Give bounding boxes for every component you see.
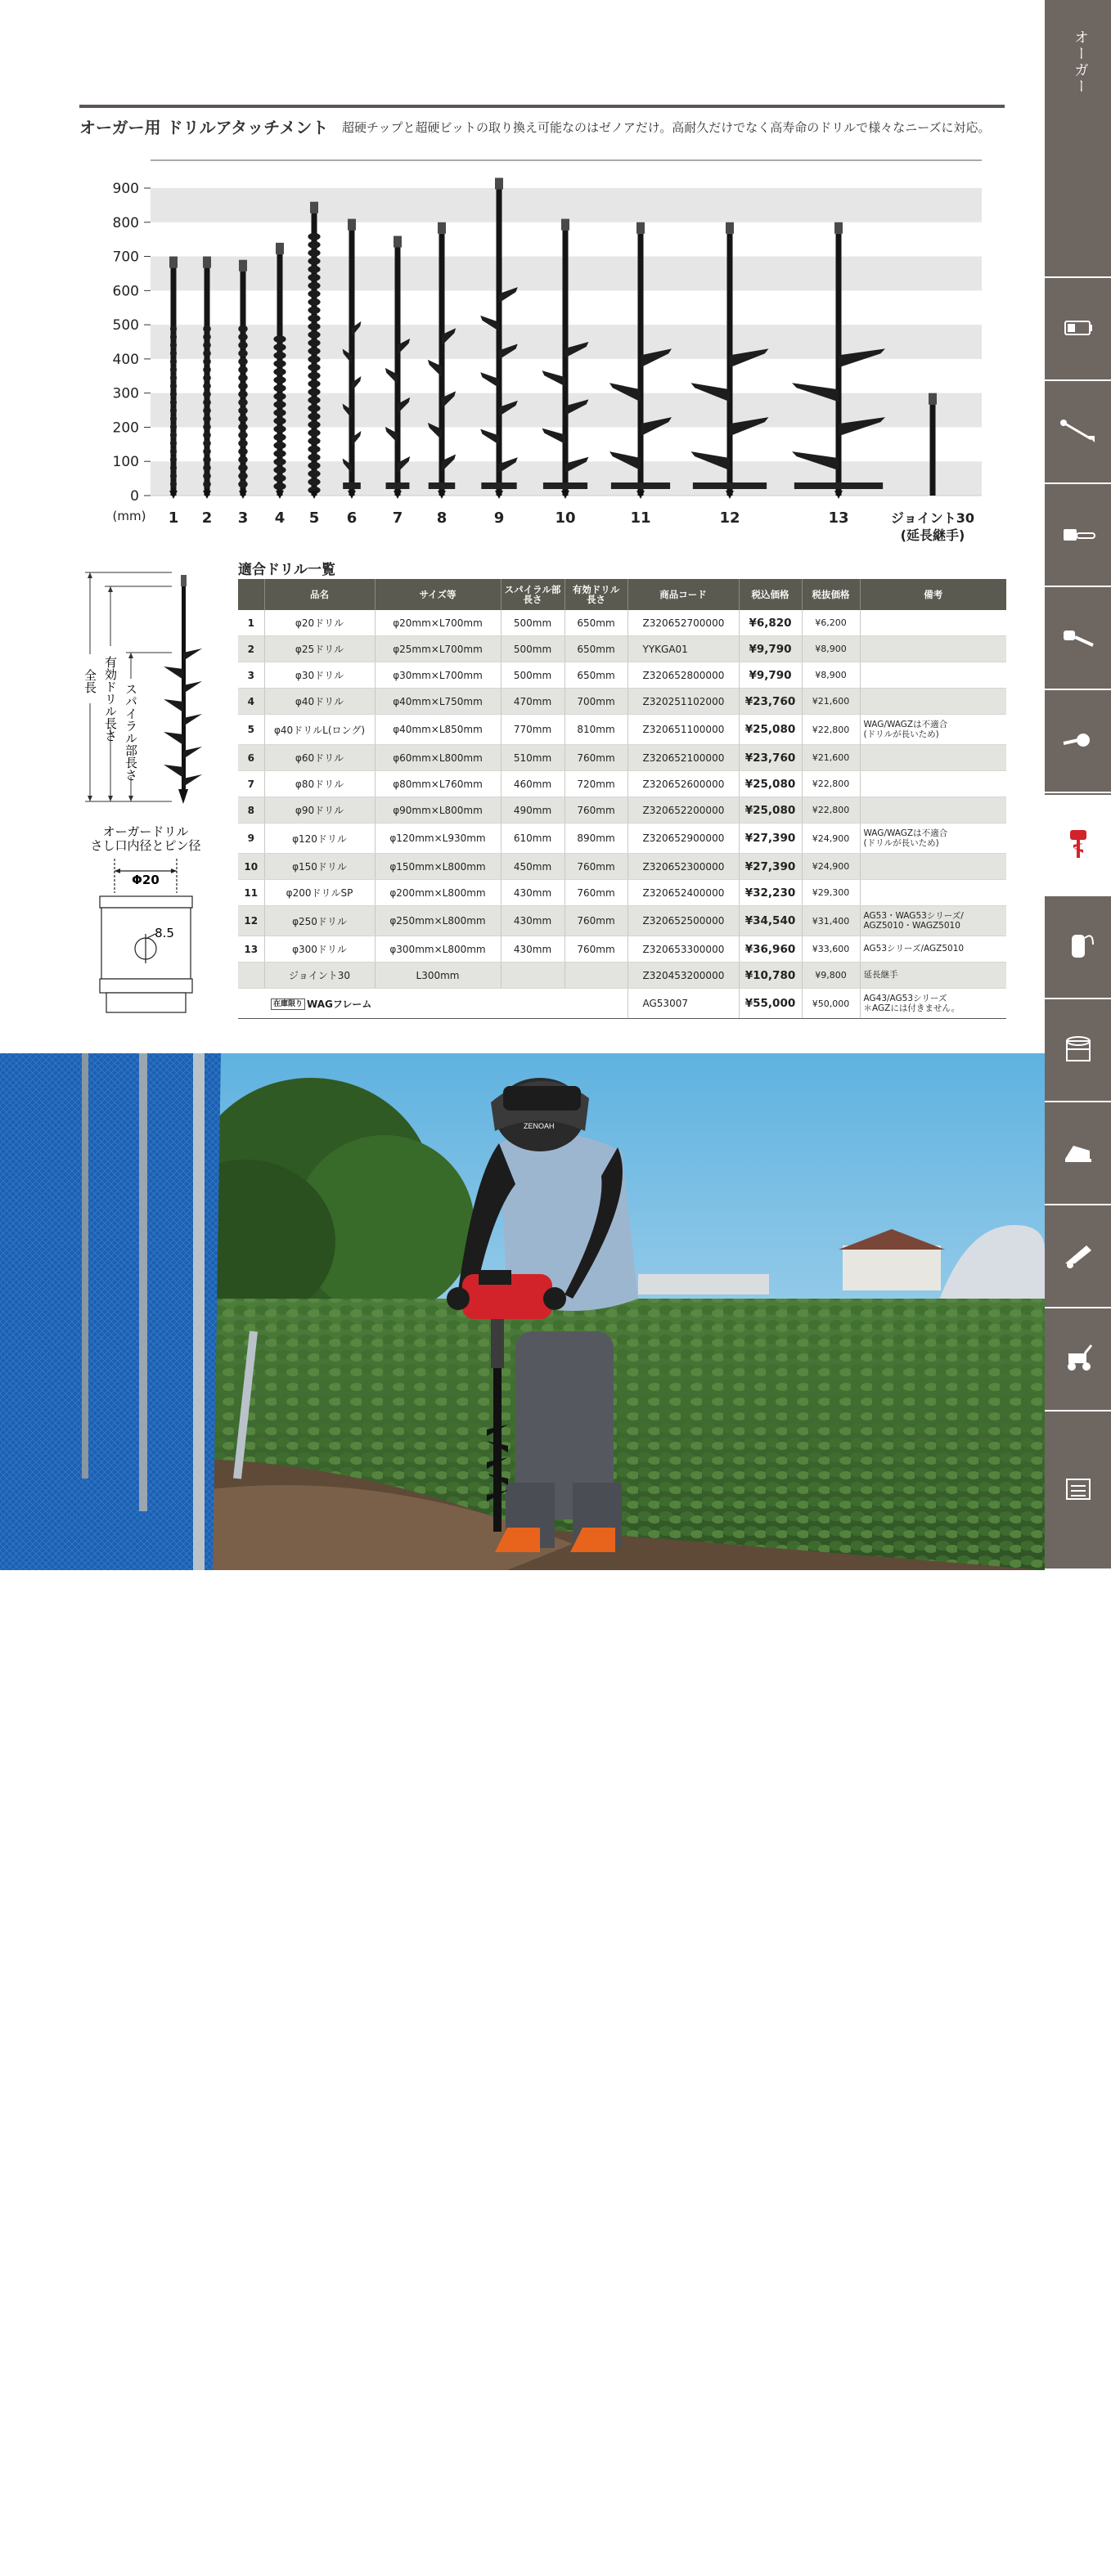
backpack-sprayer-icon: [1060, 928, 1096, 967]
cell-code: AG53007: [627, 989, 739, 1019]
cell-no: 4: [238, 689, 264, 715]
cell-effective: 760mm: [564, 854, 627, 880]
cell-size: φ200mm×L800mm: [375, 880, 501, 906]
table-row: [238, 636, 1006, 662]
cell-size: φ30mm×L700mm: [375, 662, 501, 689]
cell-price: ¥25,080: [739, 715, 802, 745]
sidebar-tab-hedge-trimmer[interactable]: [1045, 589, 1111, 690]
cell-size: φ120mm×L930mm: [375, 824, 501, 854]
pin-diameter-label: 8.5: [155, 926, 174, 940]
auger-drill: [493, 1368, 502, 1532]
cell-size: φ40mm×L750mm: [375, 689, 501, 715]
cell-size: φ20mm×L700mm: [375, 610, 501, 636]
cell-note: 延長継手: [860, 963, 1006, 989]
cell-net: ¥22,800: [802, 797, 860, 824]
y-tick-label: 100: [112, 454, 139, 471]
sidebar-tab-cultivator[interactable]: [1045, 1104, 1111, 1205]
cell-spiral: 500mm: [501, 610, 564, 636]
drill-socket: [636, 222, 645, 234]
cell-price: ¥9,790: [739, 662, 802, 689]
cell-name: φ80ドリル: [264, 771, 375, 797]
cell-spiral: [501, 963, 564, 989]
x-tick-label: 10: [555, 509, 576, 527]
page-number: 48: [1010, 2562, 1025, 2576]
cell-size: φ80mm×L760mm: [375, 771, 501, 797]
cell-effective: 720mm: [564, 771, 627, 797]
cell-no: 3: [238, 662, 264, 689]
sidebar-tab-fuel-can[interactable]: [1045, 1001, 1111, 1102]
drill-socket: [561, 219, 569, 231]
x-tick-label: 4: [274, 509, 286, 527]
cell-price: ¥6,820: [739, 610, 802, 636]
cell-name: φ40ドリルL(ロング): [264, 715, 375, 745]
cell-name: φ60ドリル: [264, 745, 375, 771]
cell-code: Z320251102000: [627, 689, 739, 715]
cell-no: 11: [238, 880, 264, 906]
cell-net: ¥24,900: [802, 824, 860, 854]
cultivator-icon: [1060, 1134, 1096, 1174]
cell-name: φ90ドリル: [264, 797, 375, 824]
cell-net: ¥8,900: [802, 662, 860, 689]
section-title: オーガー用 ドリルアタッチメント: [79, 118, 329, 137]
cell-no: 10: [238, 854, 264, 880]
effective-length-label: 有効ドリル長さ: [103, 656, 118, 742]
cell-name: φ250ドリル: [264, 906, 375, 936]
cell-name: φ40ドリル: [264, 689, 375, 715]
socket-diameter-label: Φ20: [132, 873, 160, 887]
header-rule: [79, 105, 1005, 108]
cell-note: [860, 745, 1006, 771]
grid-band: [151, 188, 982, 222]
cell-name: φ25ドリル: [264, 636, 375, 662]
x-tick-label: 1: [168, 509, 179, 527]
cell-no: 8: [238, 797, 264, 824]
x-tick-label: 12: [719, 509, 740, 527]
table-row: [238, 610, 1006, 636]
column-header: 商品コード: [627, 579, 739, 610]
cell-note: AG53シリーズ/AGZ5010: [860, 936, 1006, 963]
cell-name: ジョイント30: [264, 963, 375, 989]
cell-spiral: 770mm: [501, 715, 564, 745]
drill-illustration: [164, 575, 202, 804]
cell-effective: 650mm: [564, 610, 627, 636]
x-tick-label: 9: [493, 509, 505, 527]
cell-note: [860, 771, 1006, 797]
cell-no: 7: [238, 771, 264, 797]
cell-price: ¥32,230: [739, 880, 802, 906]
catalogue-name: ZENOAH CATALOGUE 2025: [832, 2562, 1001, 2576]
cell-name: φ120ドリル: [264, 824, 375, 854]
cell-no: [238, 963, 264, 989]
cell-effective: 890mm: [564, 824, 627, 854]
sidebar-tab-tractor[interactable]: [1045, 1310, 1111, 1411]
table-row: [238, 906, 1006, 936]
cell-net: ¥29,300: [802, 880, 860, 906]
cell-spiral: 500mm: [501, 636, 564, 662]
cell-note: [860, 636, 1006, 662]
drill-socket: [929, 393, 937, 405]
cell-price: ¥27,390: [739, 854, 802, 880]
table-row: [238, 715, 1006, 745]
cell-net: ¥22,800: [802, 715, 860, 745]
sidebar-tab-trimmer[interactable]: [1045, 383, 1111, 484]
hedge-trimmer-icon: [1060, 619, 1096, 658]
cell-price: ¥25,080: [739, 771, 802, 797]
cell-code: Z320652600000: [627, 771, 739, 797]
battery-icon: [1060, 310, 1096, 349]
drill-socket: [726, 222, 734, 234]
frame-name: WAGフレーム: [307, 998, 372, 1010]
cell-note: AG43/AG53シリーズ ＊AGZには付きません。: [860, 989, 1006, 1019]
cell-price: ¥36,960: [739, 936, 802, 963]
cell-spiral: 430mm: [501, 906, 564, 936]
cell-note: [860, 854, 1006, 880]
mower-icon: [1060, 1237, 1096, 1277]
drill-bar-14: [929, 393, 937, 496]
table-row: [238, 797, 1006, 824]
sidebar-tab-document[interactable]: [1045, 1413, 1111, 1570]
net-fence: [0, 1053, 221, 1570]
cell-size: L300mm: [375, 963, 501, 989]
cell-code: Z320652900000: [627, 824, 739, 854]
sidebar-category-label: オーガー: [1072, 29, 1089, 95]
x-tick-label: 3: [237, 509, 249, 527]
cell-size: φ150mm×L800mm: [375, 854, 501, 880]
cell-effective: 650mm: [564, 636, 627, 662]
cell-note: AG53・WAG53シリーズ/ AGZ5010・WAGZ5010: [860, 906, 1006, 936]
socket-title-line2: さし口内径とピン径: [90, 838, 201, 853]
cell-price: ¥34,540: [739, 906, 802, 936]
chainsaw-icon: [1060, 516, 1096, 555]
section-description: 超硬チップと超硬ビットの取り換え可能なのはゼノアだけ。高耐久だけでなく高寿命のドリルで様々なニーズに対応。: [342, 120, 991, 135]
cell-code: Z320652300000: [627, 854, 739, 880]
y-tick-label: 200: [112, 420, 139, 437]
x-tick-label: 6: [346, 509, 358, 527]
drill-shaft: [395, 247, 401, 496]
y-axis-unit: (mm): [112, 509, 146, 523]
auger-icon: [1060, 825, 1096, 864]
column-header: 品名: [264, 579, 375, 610]
drill-socket: [310, 202, 318, 213]
table-row: [238, 854, 1006, 880]
cell-code: Z320453200000: [627, 963, 739, 989]
cell-code: Z320652400000: [627, 880, 739, 906]
column-header: [238, 579, 264, 610]
y-tick-label: 500: [112, 317, 139, 334]
cell-note: [860, 880, 1006, 906]
sidebar-tab-mower[interactable]: [1045, 1207, 1111, 1308]
x-tick-label: ジョイント30: [891, 510, 974, 526]
cell-size: φ25mm×L700mm: [375, 636, 501, 662]
cell-spiral: 450mm: [501, 854, 564, 880]
drill-socket: [239, 260, 247, 272]
drill-shaft: [497, 189, 502, 496]
cell-net: ¥21,600: [802, 745, 860, 771]
cell-net: ¥8,900: [802, 636, 860, 662]
table-title: 適合ドリル一覧: [238, 562, 335, 578]
cell-code: Z320652500000: [627, 906, 739, 936]
cell-size: φ60mm×L800mm: [375, 745, 501, 771]
x-tick-label: 7: [392, 509, 403, 527]
socket-title-line1: オーガードリル: [102, 824, 189, 839]
table-row: [238, 880, 1006, 906]
total-length-label: 全長: [83, 669, 97, 693]
compatible-drill-table: [238, 579, 1006, 1019]
cell-code: YYKGA01: [627, 636, 739, 662]
field-photo: [0, 1053, 1045, 2576]
cell-price: ¥10,780: [739, 963, 802, 989]
column-header: スパイラル部 長さ: [501, 579, 564, 610]
sidebar-tab-auger[interactable]: [1045, 795, 1111, 896]
drill-shaft: [930, 405, 936, 496]
cell-spiral: 430mm: [501, 880, 564, 906]
x-tick-label: 8: [436, 509, 448, 527]
drill-socket: [394, 236, 402, 247]
cell-effective: 760mm: [564, 936, 627, 963]
column-header: 税抜価格: [802, 579, 860, 610]
cell-net: ¥50,000: [802, 989, 860, 1019]
column-header: 税込価格: [739, 579, 802, 610]
cell-code: Z320652100000: [627, 745, 739, 771]
drill-bar-5: [308, 202, 320, 499]
x-tick-label: 11: [630, 509, 651, 527]
table-header-row: [238, 579, 1006, 610]
cell-no: 1: [238, 610, 264, 636]
table-row: [238, 745, 1006, 771]
cell-name: φ300ドリル: [264, 936, 375, 963]
cell-spiral: 460mm: [501, 771, 564, 797]
cell-spiral: 510mm: [501, 745, 564, 771]
sidebar-tab-blower[interactable]: [1045, 692, 1111, 793]
drill-socket: [203, 257, 211, 268]
sidebar-category-tab[interactable]: [1045, 0, 1111, 278]
y-tick-label: 800: [112, 214, 139, 231]
column-header: 備考: [860, 579, 1006, 610]
cell-code: Z320653300000: [627, 936, 739, 963]
cell-spiral: 500mm: [501, 662, 564, 689]
cell-spiral: 610mm: [501, 824, 564, 854]
drill-bar-1: [169, 257, 178, 499]
cell-note: [860, 797, 1006, 824]
cell-price: ¥55,000: [739, 989, 802, 1019]
cell-name: φ200ドリルSP: [264, 880, 375, 906]
cell-size: φ90mm×L800mm: [375, 797, 501, 824]
trimmer-icon: [1060, 413, 1096, 452]
cell-net: ¥6,200: [802, 610, 860, 636]
drill-socket: [495, 177, 503, 189]
column-header: サイズ等: [375, 579, 501, 610]
cell-spiral: 470mm: [501, 689, 564, 715]
cell-size: φ300mm×L800mm: [375, 936, 501, 963]
fuel-can-icon: [1060, 1031, 1096, 1070]
y-tick-label: 700: [112, 249, 139, 266]
x-tick-label: 5: [308, 509, 320, 527]
drill-socket: [348, 219, 356, 231]
drill-length-chart: [98, 152, 990, 545]
cell-code: Z320652700000: [627, 610, 739, 636]
drill-socket: [438, 222, 446, 234]
drill-dimension-diagram: [82, 564, 221, 1022]
sidebar-tab-chainsaw[interactable]: [1045, 486, 1111, 587]
sidebar-tab-backpack-sprayer[interactable]: [1045, 898, 1111, 999]
x-tick-sublabel: (延長継手): [900, 527, 965, 543]
table-row: [238, 689, 1006, 715]
cell-effective: 760mm: [564, 797, 627, 824]
cell-spiral: 430mm: [501, 936, 564, 963]
cell-net: ¥22,800: [802, 771, 860, 797]
cell-effective: 810mm: [564, 715, 627, 745]
cell-name: φ150ドリル: [264, 854, 375, 880]
table-row-frame: [238, 989, 1006, 1019]
y-tick-label: 600: [112, 283, 139, 300]
cell-effective: [564, 963, 627, 989]
cell-effective: 760mm: [564, 880, 627, 906]
table-row: [238, 936, 1006, 963]
cell-no: 5: [238, 715, 264, 745]
drill-socket: [834, 222, 843, 234]
cell-name: φ20ドリル: [264, 610, 375, 636]
cell-net: ¥33,600: [802, 936, 860, 963]
column-header: 有効ドリル 長さ: [564, 579, 627, 610]
document-icon: [1060, 1471, 1096, 1510]
drill-bar-2: [203, 257, 211, 499]
table-row: [238, 771, 1006, 797]
x-tick-label: 2: [201, 509, 213, 527]
table-row: [238, 662, 1006, 689]
y-tick-label: 0: [130, 488, 139, 505]
category-sidebar: [1045, 0, 1111, 1570]
cell-effective: 650mm: [564, 662, 627, 689]
cell-price: ¥23,760: [739, 745, 802, 771]
cell-size: φ40mm×L850mm: [375, 715, 501, 745]
cell-effective: 760mm: [564, 906, 627, 936]
cell-note: [860, 662, 1006, 689]
cell-net: ¥21,600: [802, 689, 860, 715]
cell-note: [860, 689, 1006, 715]
cell-price: ¥23,760: [739, 689, 802, 715]
cell-effective: 700mm: [564, 689, 627, 715]
cell-net: ¥31,400: [802, 906, 860, 936]
catalogue-footer: [832, 2562, 1024, 2576]
spiral-length-label: スパイラル部長さ: [124, 683, 138, 781]
cell-note: WAG/WAGZは不適合 (ドリルが長いため): [860, 824, 1006, 854]
cell-frame-name: [238, 989, 627, 1019]
y-tick-label: 400: [112, 351, 139, 368]
stock-badge: 在庫限り: [271, 999, 305, 1010]
cell-no: 2: [238, 636, 264, 662]
y-tick-label: 900: [112, 181, 139, 197]
y-tick-label: 300: [112, 385, 139, 402]
x-tick-label: 13: [828, 509, 849, 527]
cell-no: 13: [238, 936, 264, 963]
cell-price: ¥27,390: [739, 824, 802, 854]
drill-socket: [276, 243, 284, 254]
cap-logo: ZENOAH: [524, 1122, 555, 1130]
cell-spiral: 490mm: [501, 797, 564, 824]
drill-socket: [169, 257, 178, 268]
cell-price: ¥25,080: [739, 797, 802, 824]
cell-no: 6: [238, 745, 264, 771]
cell-note: [860, 610, 1006, 636]
cell-net: ¥24,900: [802, 854, 860, 880]
sidebar-tab-battery[interactable]: [1045, 280, 1111, 381]
cell-name: φ30ドリル: [264, 662, 375, 689]
table-row: [238, 824, 1006, 854]
cell-code: Z320652800000: [627, 662, 739, 689]
cell-price: ¥9,790: [739, 636, 802, 662]
drill-shaft: [563, 231, 569, 496]
cell-size: φ250mm×L800mm: [375, 906, 501, 936]
blower-icon: [1060, 722, 1096, 761]
cell-code: Z320651100000: [627, 715, 739, 745]
cell-code: Z320652200000: [627, 797, 739, 824]
cell-no: 12: [238, 906, 264, 936]
tractor-icon: [1060, 1340, 1096, 1380]
cell-effective: 760mm: [564, 745, 627, 771]
cell-note: WAG/WAGZは不適合 (ドリルが長いため): [860, 715, 1006, 745]
drill-shaft: [439, 234, 445, 496]
table-row: [238, 963, 1006, 989]
cell-no: 9: [238, 824, 264, 854]
cell-net: ¥9,800: [802, 963, 860, 989]
